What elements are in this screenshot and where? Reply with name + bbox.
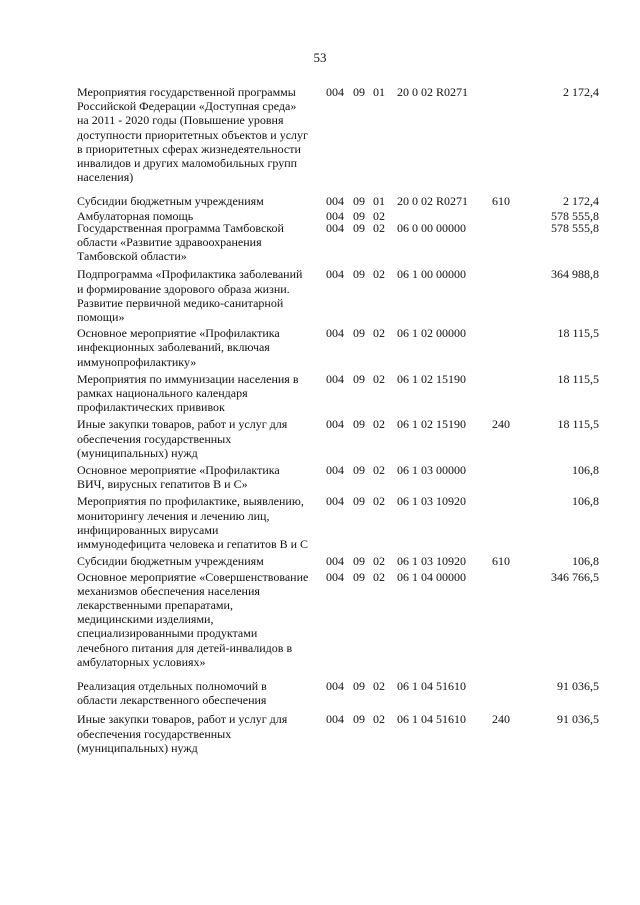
section-code: 09 bbox=[353, 712, 365, 727]
section-code: 09 bbox=[353, 267, 365, 282]
amount: 2 172,4 bbox=[563, 194, 599, 209]
subsection-code: 02 bbox=[373, 220, 385, 235]
amount: 106,8 bbox=[572, 494, 599, 509]
subsection-code: 02 bbox=[373, 463, 385, 478]
program-code: 06 1 04 51610 bbox=[397, 678, 466, 693]
ministry-code: 004 bbox=[326, 712, 344, 727]
table-row bbox=[0, 85, 640, 184]
row-name: Иные закупки товаров, работ и услуг для обеспечения государственных (муниципальных) нужд bbox=[77, 417, 288, 460]
amount: 2 172,4 bbox=[563, 85, 599, 99]
table-row bbox=[0, 554, 640, 568]
table-row bbox=[0, 417, 640, 460]
section-code: 09 bbox=[353, 208, 365, 223]
program-code: 06 0 00 00000 bbox=[397, 220, 466, 235]
section-code: 09 bbox=[353, 85, 365, 99]
ministry-code: 004 bbox=[326, 194, 344, 209]
subsection-code: 02 bbox=[373, 678, 385, 693]
section-code: 09 bbox=[353, 194, 365, 209]
row-name: Основное мероприятие «Профилактика инфекционных заболеваний, включая иммунопрофилактику» bbox=[77, 326, 280, 369]
table-row bbox=[0, 194, 640, 208]
section-code: 09 bbox=[353, 371, 365, 386]
row-name: Субсидии бюджетным учреждениям bbox=[77, 194, 264, 209]
ministry-code: 004 bbox=[326, 554, 344, 569]
amount: 106,8 bbox=[572, 554, 599, 569]
program-code: 06 1 03 10920 bbox=[397, 494, 466, 509]
ministry-code: 004 bbox=[326, 267, 344, 282]
subsection-code: 01 bbox=[373, 194, 385, 209]
section-code: 09 bbox=[353, 220, 365, 235]
program-code: 06 1 02 00000 bbox=[397, 326, 466, 341]
row-name: Мероприятия государственной программы Российской Федерации «Доступная среда» на 2011 - 2020 годы (Повышение уровня доступности приоритетных объектов и услуг в приоритетных сферах жизнедеятельности инвалидов и других маломобильных групп населения) bbox=[77, 85, 308, 185]
row-name: Мероприятия по профилактике, выявлению, мониторингу лечения и лечению лиц, инфицированных вирусами иммунодефицита человека и гепатитов В и С bbox=[77, 494, 309, 552]
subsection-code: 01 bbox=[373, 85, 385, 99]
row-name: Реализация отдельных полномочий в области лекарственного обеспечения bbox=[77, 678, 267, 708]
expense-type: 610 bbox=[492, 554, 510, 569]
subsection-code: 02 bbox=[373, 326, 385, 341]
row-name: Государственная программа Тамбовской области «Развитие здравоохранения Тамбовской области» bbox=[77, 220, 284, 264]
table-row bbox=[0, 326, 640, 369]
program-code: 06 1 00 00000 bbox=[397, 267, 466, 282]
amount: 18 115,5 bbox=[557, 417, 599, 432]
expense-type: 610 bbox=[492, 194, 510, 209]
ministry-code: 004 bbox=[326, 569, 344, 584]
table-row bbox=[0, 712, 640, 755]
section-code: 09 bbox=[353, 326, 365, 341]
program-code: 20 0 02 R0271 bbox=[397, 85, 469, 99]
table-row bbox=[0, 267, 640, 324]
row-name: Подпрограмма «Профилактика заболеваний и формирование здорового образа жизни. Развитие первичной медико-санитарной помощи» bbox=[77, 267, 303, 325]
section-code: 09 bbox=[353, 417, 365, 432]
row-name: Субсидии бюджетным учреждениям bbox=[77, 554, 264, 569]
expense-type: 240 bbox=[492, 712, 510, 727]
row-name: Иные закупки товаров, работ и услуг для обеспечения государственных (муниципальных) нужд bbox=[77, 712, 288, 755]
amount: 346 766,5 bbox=[551, 569, 599, 584]
amount: 18 115,5 bbox=[557, 371, 599, 386]
subsection-code: 02 bbox=[373, 569, 385, 584]
section-code: 09 bbox=[353, 494, 365, 509]
page-number: 53 bbox=[313, 50, 327, 65]
row-name: Основное мероприятие «Совершенствование механизмов обеспечения населения лекарственными препаратами, медицинскими изделиями, специализированными продуктами лечебного питания для детей-инвалидов в амбулаторных условиях» bbox=[77, 569, 309, 669]
section-code: 09 bbox=[353, 554, 365, 569]
program-code: 06 1 02 15190 bbox=[397, 371, 466, 386]
ministry-code: 004 bbox=[326, 208, 344, 223]
subsection-code: 02 bbox=[373, 208, 385, 223]
table-row bbox=[0, 463, 640, 491]
program-code: 06 1 03 10920 bbox=[397, 554, 466, 569]
program-code: 06 1 04 00000 bbox=[397, 569, 466, 584]
amount: 91 036,5 bbox=[557, 712, 599, 727]
ministry-code: 004 bbox=[326, 220, 344, 235]
row-name: Основное мероприятие «Профилактика ВИЧ, вирусных гепатитов В и С» bbox=[77, 463, 280, 492]
ministry-code: 004 bbox=[326, 417, 344, 432]
subsection-code: 02 bbox=[373, 267, 385, 282]
subsection-code: 02 bbox=[373, 494, 385, 509]
subsection-code: 02 bbox=[373, 712, 385, 727]
ministry-code: 004 bbox=[326, 371, 344, 386]
section-code: 09 bbox=[353, 678, 365, 693]
ministry-code: 004 bbox=[326, 678, 344, 693]
subsection-code: 02 bbox=[373, 371, 385, 386]
amount: 18 115,5 bbox=[557, 326, 599, 341]
amount: 578 555,8 bbox=[551, 208, 599, 223]
ministry-code: 004 bbox=[326, 85, 344, 99]
ministry-code: 004 bbox=[326, 494, 344, 509]
program-code: 06 1 02 15190 bbox=[397, 417, 466, 432]
row-name: Мероприятия по иммунизации населения в рамках национального календаря профилактических прививок bbox=[77, 371, 299, 415]
table-row bbox=[0, 372, 640, 415]
table-row bbox=[0, 679, 640, 707]
ministry-code: 004 bbox=[326, 463, 344, 478]
budget-table bbox=[0, 85, 640, 755]
program-code: 20 0 02 R0271 bbox=[397, 194, 469, 209]
program-code: 06 1 04 51610 bbox=[397, 712, 466, 727]
amount: 106,8 bbox=[572, 463, 599, 478]
ministry-code: 004 bbox=[326, 326, 344, 341]
subsection-code: 02 bbox=[373, 417, 385, 432]
row-name: Амбулаторная помощь bbox=[77, 208, 194, 223]
table-row bbox=[0, 221, 640, 264]
table-row bbox=[0, 570, 640, 669]
section-code: 09 bbox=[353, 569, 365, 584]
amount: 578 555,8 bbox=[551, 220, 599, 235]
program-code: 06 1 03 00000 bbox=[397, 463, 466, 478]
amount: 91 036,5 bbox=[557, 678, 599, 693]
subsection-code: 02 bbox=[373, 554, 385, 569]
expense-type: 240 bbox=[492, 417, 510, 432]
section-code: 09 bbox=[353, 463, 365, 478]
amount: 364 988,8 bbox=[551, 267, 599, 282]
table-row bbox=[0, 494, 640, 551]
